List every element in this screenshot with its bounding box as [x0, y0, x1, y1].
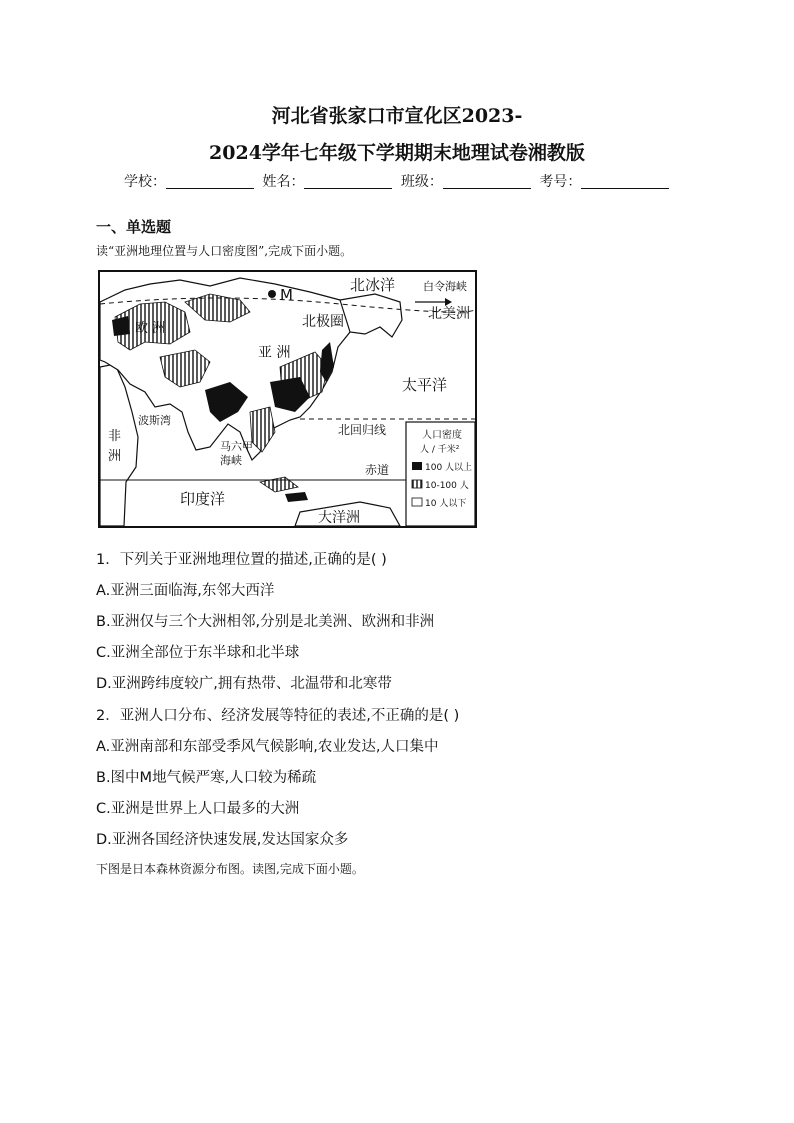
label-pacific: 太平洋	[402, 376, 448, 394]
legend-item-high: 100 人以上	[425, 463, 473, 473]
bering-arrowhead	[445, 298, 452, 306]
label-asia: 亚 洲	[258, 345, 291, 361]
legend-swatch-high	[412, 462, 422, 470]
indonesia-density	[260, 477, 298, 492]
legend-item-low: 10 人以下	[425, 499, 467, 509]
label-arctic-ocean: 北冰洋	[350, 276, 396, 294]
label-africa-line2: 洲	[108, 449, 122, 464]
class-blank	[443, 174, 531, 189]
far-east-landmass	[340, 294, 402, 337]
label-europe: 欧 洲	[135, 321, 166, 336]
name-blank	[304, 174, 392, 189]
label-oceania: 大洋洲	[318, 510, 360, 526]
label-m-point: M	[280, 286, 293, 304]
school-label: 学校：	[124, 174, 166, 190]
page-title-line2: 2024学年七年级下学期期末地理试卷湘教版	[209, 142, 585, 164]
page-title-line1: 河北省张家口市宣化区2023-	[271, 105, 523, 127]
label-malacca-line2: 海峡	[220, 454, 242, 467]
name-label: 姓名：	[262, 174, 305, 190]
legend-title-line2: 人 / 千米²	[420, 445, 460, 455]
school-blank	[166, 174, 254, 189]
question-1-option-d: D.亚洲跨纬度较广,拥有热带、北温带和北寒带	[96, 676, 392, 692]
section-heading: 一、单选题	[96, 218, 172, 236]
legend-item-medium: 10-100 人	[425, 481, 469, 491]
question-1-option-c: C.亚洲全部位于东半球和北半球	[96, 645, 300, 661]
label-persian-gulf: 波斯湾	[138, 414, 171, 427]
next-intro: 下图是日本森林资源分布图。读图,完成下面小题。	[96, 862, 364, 876]
label-equator: 赤道	[365, 463, 390, 477]
asia-population-map	[98, 270, 477, 528]
student-info-row	[124, 171, 673, 191]
question-2-option-a: A.亚洲南部和东部受季风气候影响,农业发达,人口集中	[96, 739, 439, 755]
question-1-stem: 1．下列关于亚洲地理位置的描述,正确的是( )	[96, 552, 387, 568]
question-2-option-b: B.图中M地气候严寒,人口较为稀疏	[96, 770, 317, 786]
africa-landmass	[100, 364, 138, 526]
label-bering-strait: 白令海峡	[423, 280, 467, 293]
label-tropic: 北回归线	[338, 423, 387, 437]
legend-title-line1: 人口密度	[422, 430, 462, 441]
class-label: 班级：	[400, 174, 443, 190]
label-arctic-circle: 北极圈	[302, 314, 344, 330]
m-point-marker	[268, 290, 276, 298]
question-2-option-c: C.亚洲是世界上人口最多的大洲	[96, 801, 300, 817]
number-label: 考号：	[539, 174, 582, 190]
question-1-option-a: A.亚洲三面临海,东邻大西洋	[96, 583, 275, 599]
label-north-america: 北美洲	[428, 306, 470, 322]
legend-swatch-medium	[412, 480, 422, 488]
number-blank	[581, 174, 669, 189]
legend-swatch-low	[412, 498, 422, 506]
question-2-option-d: D.亚洲各国经济快速发展,发达国家众多	[96, 832, 349, 848]
map-legend	[406, 422, 475, 526]
question-2-stem: 2．亚洲人口分布、经济发展等特征的表述,不正确的是( )	[96, 708, 460, 724]
section-intro: 读“亚洲地理位置与人口密度图”,完成下面小题。	[96, 244, 353, 258]
map-svg	[100, 272, 475, 526]
label-africa-line1: 非	[108, 429, 122, 444]
java-high-density	[285, 492, 308, 502]
question-1-option-b: B.亚洲仅与三个大洲相邻,分别是北美洲、欧洲和非洲	[96, 614, 435, 630]
label-indian-ocean: 印度洋	[180, 490, 226, 508]
label-malacca-line1: 马六甲	[220, 440, 253, 453]
